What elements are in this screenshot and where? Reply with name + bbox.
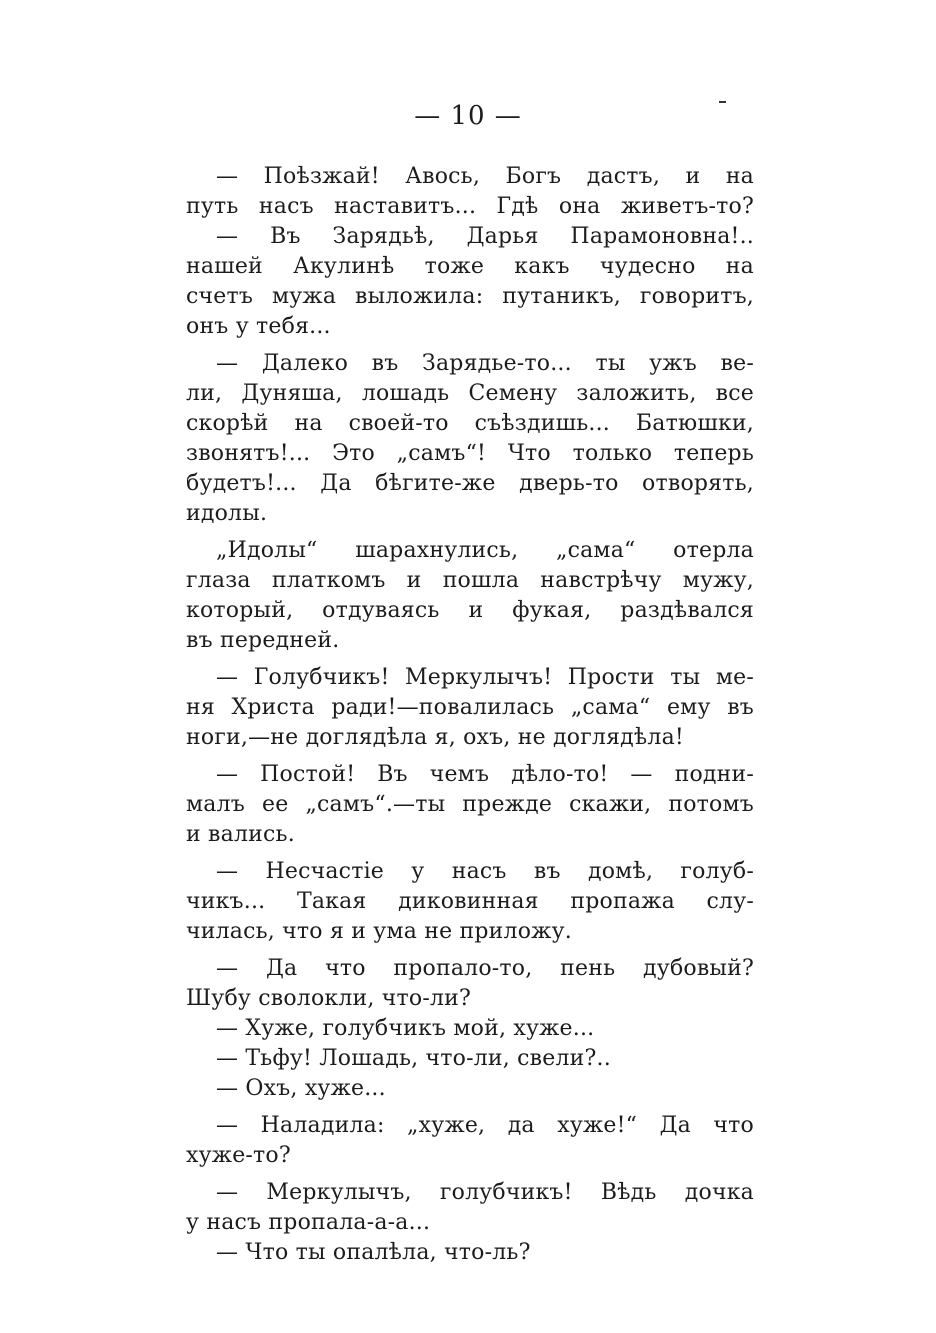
text-line: „Идолы“ шарахнулись, „сама“ отерла (216, 538, 754, 563)
text-line: — Хуже, голубчикъ мой, хуже... (216, 1016, 595, 1041)
text-line: — Несчастіе у насъ въ домѣ, голуб- (216, 859, 754, 884)
text-line: путь насъ наставитъ... Гдѣ она живетъ-то? (186, 194, 754, 219)
text-line: — Голубчикъ! Меркулычъ! Прости ты ме- (216, 665, 754, 690)
text-line: и вались. (186, 822, 295, 847)
text-line: хуже-то? (186, 1143, 291, 1168)
text-line: ноги,—не доглядѣла я, охъ, не доглядѣла! (186, 725, 684, 750)
text-line: — Охъ, хуже... (216, 1076, 386, 1101)
text-line: ли, Дуняша, лошадь Семену заложить, все (186, 381, 754, 406)
page-number: — 10 — (414, 101, 522, 131)
text-line: идолы. (186, 501, 268, 526)
text-line: малъ ее „самъ“.—ты прежде скажи, потомъ (186, 792, 754, 817)
text-line: чикъ... Такая диковинная пропажа слу- (186, 889, 754, 914)
text-line: глаза платкомъ и пошла навстрѣчу мужу, (186, 568, 754, 593)
text-line: счетъ мужа выложила: путаникъ, говоритъ, (186, 284, 754, 309)
text-line: — Постой! Въ чемъ дѣло-то! — подни- (216, 762, 754, 787)
text-line: — Что ты опалѣла, что-ль? (216, 1240, 531, 1265)
text-line: Шубу сволокли, что-ли? (186, 986, 472, 1011)
text-line: скорѣй на своей-то съѣздишь... Батюшки, (186, 411, 754, 436)
text-line: — Поѣзжай! Авось, Богъ дастъ, и на (216, 164, 754, 189)
text-line: — Тьфу! Лошадь, что-ли, свели?.. (216, 1046, 611, 1071)
text-line: — Наладила: „хуже, да хуже!“ Да что (216, 1113, 754, 1138)
text-line: будетъ!... Да бѣгите-же дверь-то отворять, (186, 471, 754, 496)
print-speck (719, 101, 726, 103)
text-line: нашей Акулинѣ тоже какъ чудесно на (186, 254, 754, 279)
text-line: въ передней. (186, 628, 340, 653)
text-line: у насъ пропала-а-а... (186, 1210, 431, 1235)
text-line: — Далеко въ Зарядье-то... ты ужъ ве- (216, 351, 754, 376)
text-line: онъ у тебя... (186, 314, 331, 339)
page-body-text (186, 162, 754, 1268)
text-line: ня Христа ради!—повалилась „сама“ ему въ (186, 695, 754, 720)
text-line: звонятъ!... Это „самъ“! Что только теперь (186, 441, 754, 466)
text-line: — Да что пропало-то, пень дубовый? (216, 956, 754, 981)
text-line: который, отдуваясь и фукая, раздѣвался (186, 598, 754, 623)
text-line: чилась, что я и ума не приложу. (186, 919, 572, 944)
text-line: — Въ Зарядьѣ, Дарья Парамоновна!.. (216, 224, 754, 249)
text-line: — Меркулычъ, голубчикъ! Вѣдь дочка (216, 1180, 754, 1205)
